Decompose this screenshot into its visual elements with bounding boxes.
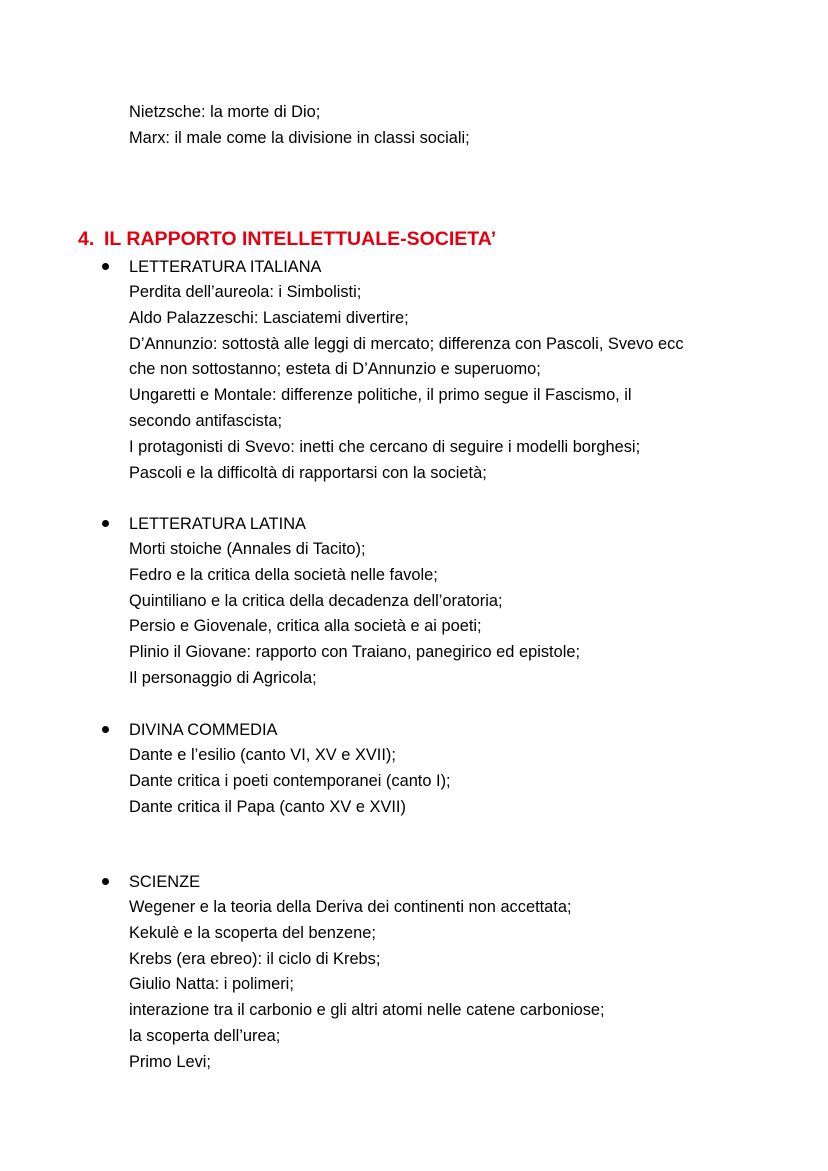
list-item: Pascoli e la difficoltà di rapportarsi con la società; — [129, 463, 487, 482]
bullet-icon — [102, 520, 109, 527]
group-title: LETTERATURA LATINA — [129, 515, 306, 533]
list-item: la scoperta dell’urea; — [129, 1026, 281, 1045]
group-letteratura-latina — [99, 511, 580, 692]
list-item: Krebs (era ebreo): il ciclo di Krebs; — [129, 949, 381, 968]
section-number: 4. — [78, 228, 95, 250]
group-title: SCIENZE — [129, 873, 201, 891]
group-letteratura-italiana — [99, 254, 684, 486]
list-item: Il personaggio di Agricola; — [129, 668, 317, 687]
list-item: Primo Levi; — [129, 1052, 211, 1071]
list-item: interazione tra il carbonio e gli altri atomi nelle catene carboniose; — [129, 1001, 605, 1020]
list-item: Wegener e la teoria della Deriva dei continenti non accettata; — [129, 898, 572, 916]
list-item: Kekulè e la scoperta del benzene; — [129, 923, 376, 942]
list-item: Ungaretti e Montale: differenze politiche, il primo segue il Fascismo, il — [129, 386, 632, 405]
list-item: D’Annunzio: sottostà alle leggi di mercato; differenza con Pascoli, Svevo ecc — [129, 334, 684, 353]
section-title: IL RAPPORTO INTELLETTUALE-SOCIETA’ — [104, 228, 497, 250]
group-title: DIVINA COMMEDIA — [129, 721, 278, 739]
intro-lines — [129, 99, 470, 151]
group-scienze — [99, 869, 605, 1076]
list-item: Dante critica il Papa (canto XV e XVII) — [129, 797, 406, 816]
section-heading — [78, 226, 496, 252]
list-item: Persio e Giovenale, critica alla società e ai poeti; — [129, 617, 482, 636]
bullet-icon — [102, 726, 109, 733]
list-item: Aldo Palazzeschi: Lasciatemi divertire; — [129, 308, 409, 327]
group-items — [99, 895, 605, 1076]
bullet-icon — [102, 263, 109, 270]
list-item: Perdita dell’aureola: i Simbolisti; — [129, 283, 362, 301]
list-item: Plinio il Giovane: rapporto con Traiano, panegirico ed epistole; — [129, 643, 581, 662]
intro-line: Marx: il male come la divisione in classi sociali; — [129, 129, 470, 147]
group-divina-commedia — [99, 717, 451, 820]
list-item: Dante e l’esilio (canto VI, XV e XVII); — [129, 746, 396, 764]
intro-line: Nietzsche: la morte di Dio; — [129, 103, 321, 121]
list-item: secondo antifascista; — [129, 411, 283, 430]
list-item: Quintiliano e la critica della decadenza dell’oratoria; — [129, 591, 503, 610]
group-items — [99, 537, 580, 692]
list-item: Dante critica i poeti contemporanei (canto I); — [129, 771, 451, 790]
group-title: LETTERATURA ITALIANA — [129, 258, 322, 276]
list-item: Giulio Natta: i polimeri; — [129, 975, 294, 994]
bullet-icon — [102, 878, 109, 885]
list-item: Fedro e la critica della società nelle favole; — [129, 565, 438, 584]
group-items — [99, 743, 451, 820]
list-item: che non sottostanno; esteta di D’Annunzio e superuomo; — [129, 360, 541, 379]
list-item: I protagonisti di Svevo: inetti che cercano di seguire i modelli borghesi; — [129, 437, 641, 456]
list-item: Morti stoiche (Annales di Tacito); — [129, 540, 366, 558]
group-items — [99, 280, 684, 486]
